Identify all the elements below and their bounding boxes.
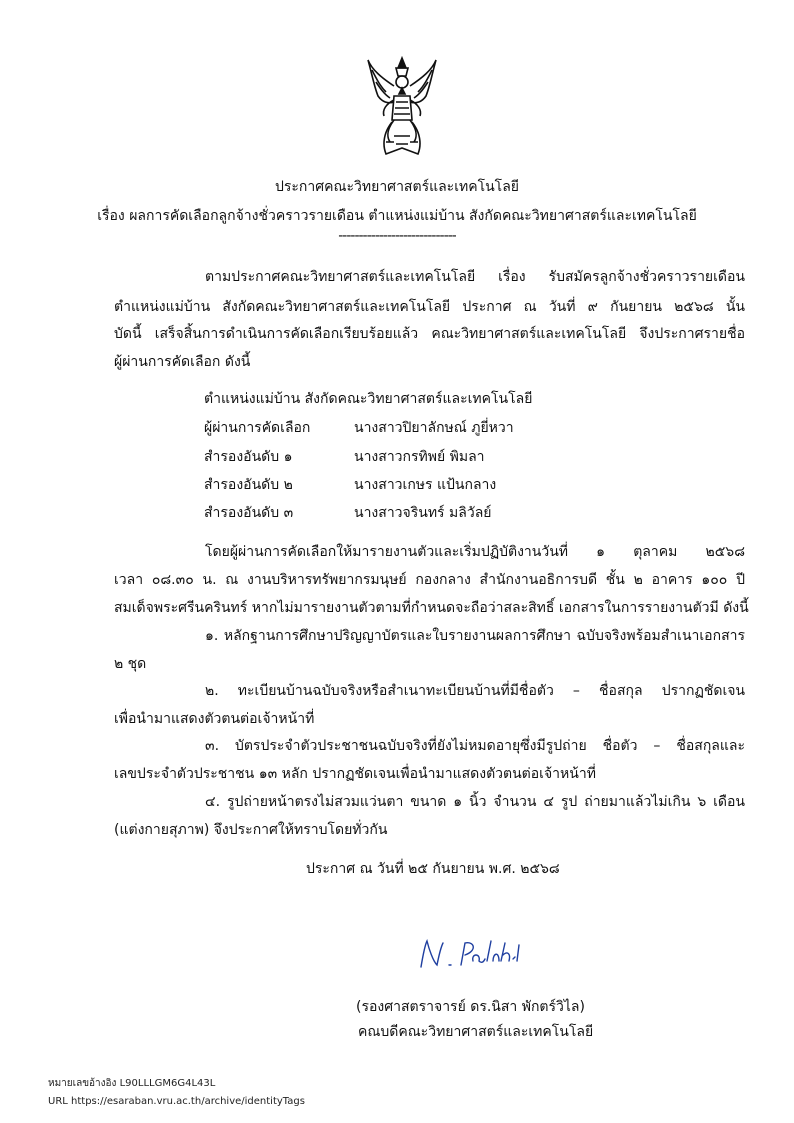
announcement-subject: เรื่อง ผลการคัดเลือกลูกจ้างชั่วคราวรายเดือน ตำแหน่งแม่บ้าน สังกัดคณะวิทยาศาสตร์และเทคโนโลยี <box>97 208 697 224</box>
signature-image <box>415 935 525 975</box>
intro-line-1: ตามประกาศคณะวิทยาศาสตร์และเทคโนโลยี เรื่อง รับสมัครลูกจ้างชั่วคราวรายเดือน <box>205 269 745 285</box>
signatory-name: (รองศาสตราจารย์ ดร.นิสา พักตร์วิไล) <box>356 999 585 1015</box>
result-name: นางสาวจรินทร์ มลิวัลย์ <box>354 505 492 521</box>
result-label: สำรองอันดับ ๓ <box>204 505 294 521</box>
document-item-4-cont: (แต่งกายสุภาพ) จึงประกาศให้ทราบโดยทั่วกัน <box>114 822 388 838</box>
intro-line-3: บัดนี้ เสร็จสิ้นการดำเนินการคัดเลือกเรียบร้อยแล้ว คณะวิทยาศาสตร์และเทคโนโลยี จึงประกาศรายชื่อ <box>114 326 745 342</box>
result-label: ผู้ผ่านการคัดเลือก <box>204 420 311 436</box>
document-item-1-cont: ๒ ชุด <box>114 656 147 672</box>
garuda-emblem-icon <box>364 56 440 160</box>
reference-number: หมายเลขอ้างอิง L90LLLGM6G4L43L <box>48 1078 216 1089</box>
document-item-3: ๓. บัตรประจำตัวประชาชนฉบับจริงที่ยังไม่หมดอายุซึ่งมีรูปถ่าย ชื่อตัว – ชื่อสกุลและ <box>205 738 745 754</box>
report-line-3: สมเด็จพระศรีนครินทร์ หากไม่มารายงานตัวตามที่กำหนดจะถือว่าสละสิทธิ์ เอกสารในการรายงานตัวมี ดังนี้ <box>114 600 749 616</box>
result-label: สำรองอันดับ ๒ <box>204 477 293 493</box>
report-line-1: โดยผู้ผ่านการคัดเลือกให้มารายงานตัวและเริ่มปฏิบัติงานวันที่ ๑ ตุลาคม ๒๕๖๘ <box>205 544 745 560</box>
intro-line-4: ผู้ผ่านการคัดเลือก ดังนี้ <box>114 354 251 370</box>
announcement-title: ประกาศคณะวิทยาศาสตร์และเทคโนโลยี <box>275 179 519 195</box>
result-name: นางสาวกรทิพย์ พิมลา <box>354 449 485 465</box>
report-line-2: เวลา ๐๘.๓๐ น. ณ งานบริหารทรัพยากรมนุษย์ กองกลาง สำนักงานอธิการบดี ชั้น ๒ อาคาร ๑๐๐ ปี <box>114 572 745 588</box>
header-divider: ----------------------------- <box>338 228 456 244</box>
document-item-2: ๒. ทะเบียนบ้านฉบับจริงหรือสำเนาทะเบียนบ้านที่มีชื่อตัว – ชื่อสกุล ปรากฏชัดเจน <box>205 683 745 699</box>
document-item-3-cont: เลขประจำตัวประชาชน ๑๓ หลัก ปรากฏชัดเจนเพื่อนำมาแสดงตัวตนต่อเจ้าหน้าที่ <box>114 766 596 782</box>
signatory-title: คณบดีคณะวิทยาศาสตร์และเทคโนโลยี <box>358 1024 594 1040</box>
document-item-1: ๑. หลักฐานการศึกษาปริญญาบัตรและใบรายงานผลการศึกษา ฉบับจริงพร้อมสำเนาเอกสาร <box>205 628 745 644</box>
document-item-4: ๔. รูปถ่ายหน้าตรงไม่สวมแว่นตา ขนาด ๑ นิ้ว จำนวน ๔ รูป ถ่ายมาแล้วไม่เกิน ๖ เดือน <box>205 794 745 810</box>
document-item-2-cont: เพื่อนำมาแสดงตัวตนต่อเจ้าหน้าที่ <box>114 711 315 727</box>
result-label: สำรองอันดับ ๑ <box>204 449 293 465</box>
result-name: นางสาวเกษร แป้นกลาง <box>354 477 497 493</box>
position-heading: ตำแหน่งแม่บ้าน สังกัดคณะวิทยาศาสตร์และเทคโนโลยี <box>204 391 533 407</box>
archive-url: URL https://esaraban.vru.ac.th/archive/identityTags <box>48 1096 305 1107</box>
intro-line-2: ตำแหน่งแม่บ้าน สังกัดคณะวิทยาศาสตร์และเทคโนโลยี ประกาศ ณ วันที่ ๙ กันยายน ๒๕๖๘ นั้น <box>114 299 745 315</box>
announcement-date: ประกาศ ณ วันที่ ๒๕ กันยายน พ.ศ. ๒๕๖๘ <box>306 861 560 877</box>
result-name: นางสาวปิยาลักษณ์ ภูยี่หวา <box>354 420 514 436</box>
